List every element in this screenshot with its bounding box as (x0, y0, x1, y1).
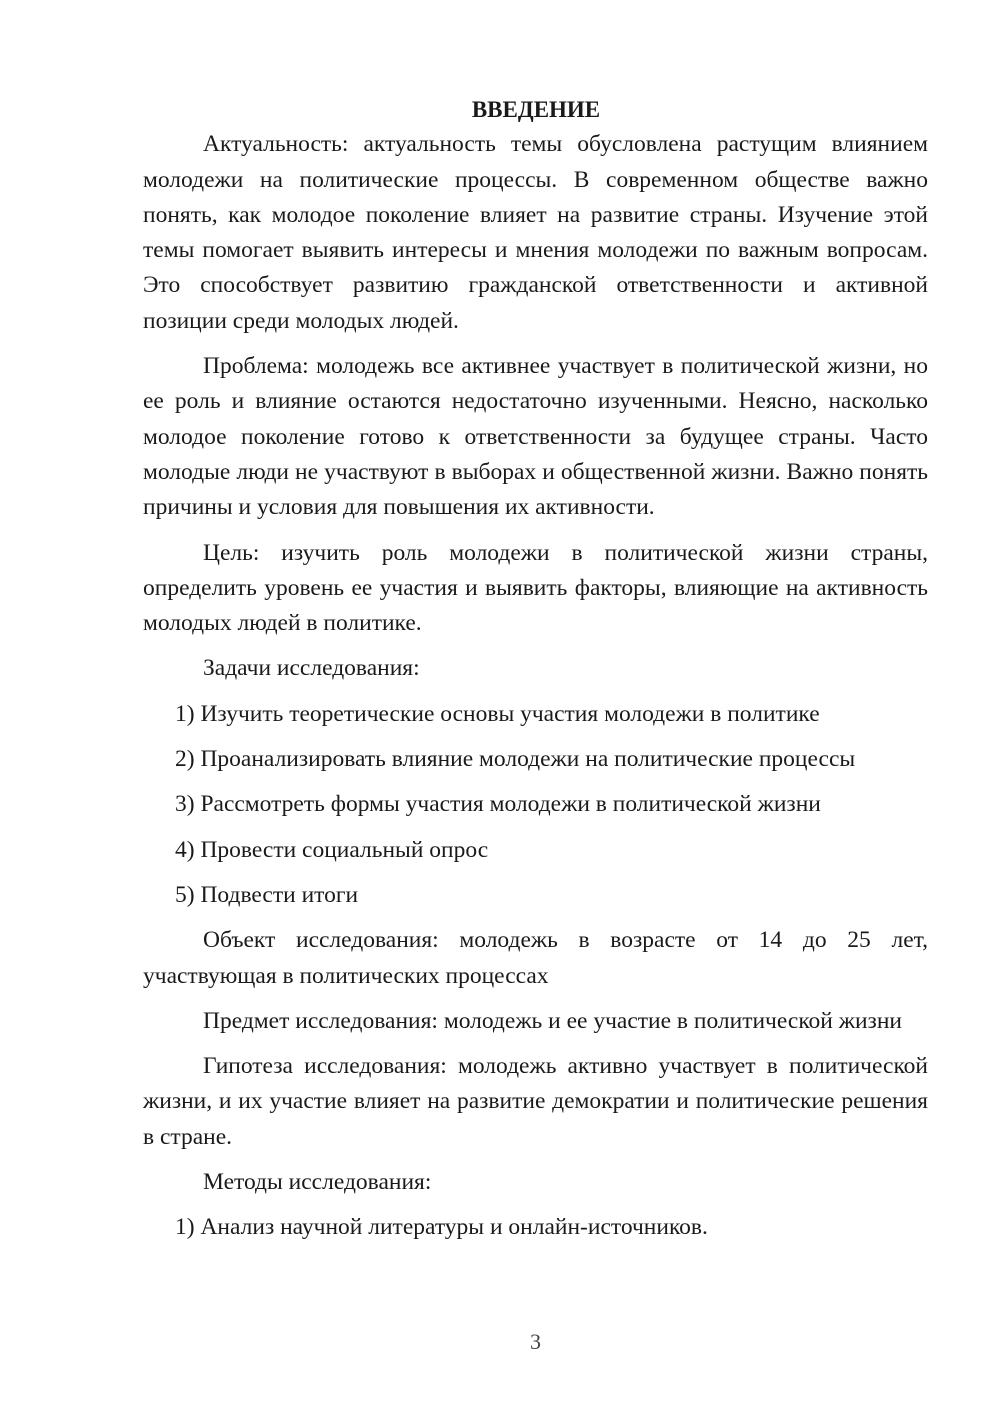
page-content (143, 92, 928, 1256)
list-item: 1) Анализ научной литературы и онлайн-источников. (175, 1214, 708, 1241)
relevance-paragraph: Актуальность: актуальность темы обусловлена растущим влиянием молодежи на политические процессы. В современном обществе важно понять, как молодое поколение влияет на развитие страны. Изучение этой темы помогает выявить интересы и мнения молодежи по важным вопросам. Это способствует развитию гражданской ответственности и активной позиции среди молодых людей. (143, 131, 928, 334)
tasks-list (143, 697, 928, 913)
list-item: 2) Проанализировать влияние молодежи на политические процессы (175, 746, 856, 773)
tasks-heading: Задачи исследования: (203, 655, 420, 682)
hypothesis-paragraph: Гипотеза исследования: молодежь активно участвует в политической жизни, и их участие влияет на развитие демократии и политические решения в стране. (143, 1053, 928, 1150)
section-title: ВВЕДЕНИЕ (471, 97, 601, 122)
list-item: 4) Провести социальный опрос (175, 836, 489, 863)
object-paragraph: Объект исследования: молодежь в возрасте от 14 до 25 лет, участвующая в политических процессах (143, 927, 928, 989)
list-item: 1) Изучить теоретические основы участия молодежи в политике (175, 700, 820, 727)
subject-paragraph: Предмет исследования: молодежь и ее участие в политической жизни (203, 1007, 902, 1034)
problem-paragraph: Проблема: молодежь все активнее участвует в политической жизни, но ее роль и влияние остаются недостаточно изученными. Неясно, насколько молодое поколение готово к ответственности за будущее страны. Часто молодые люди не участвуют в выборах и общественной жизни. Важно понять причины и условия для повышения их активности. (143, 353, 928, 521)
list-item: 3) Рассмотреть формы участия молодежи в политической жизни (175, 791, 821, 818)
methods-heading: Методы исследования: (203, 1169, 432, 1196)
list-item: 5) Подвести итоги (175, 881, 359, 908)
goal-paragraph: Цель: изучить роль молодежи в политической жизни страны, определить уровень ее участия и выявить факторы, влияющие на активность молодых людей в политике. (143, 539, 928, 637)
page-number: 3 (530, 1329, 541, 1354)
methods-list (143, 1210, 928, 1245)
